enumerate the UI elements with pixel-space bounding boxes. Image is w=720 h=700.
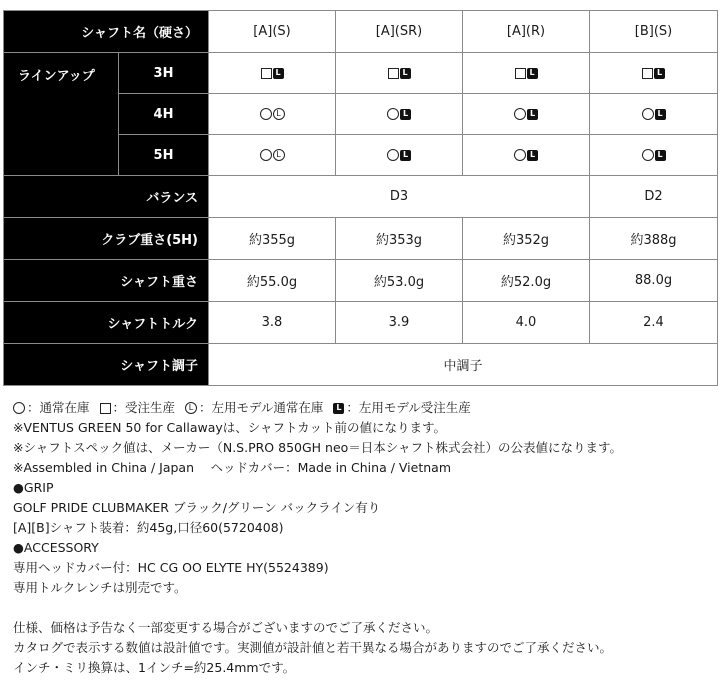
legend-item <box>13 398 90 418</box>
legend-text: ：左用モデル受注生産 <box>346 400 471 415</box>
availability-cell <box>590 135 718 176</box>
grip-model: GOLF PRIDE CLUBMAKER ブラック/グリーン バックライン有り <box>13 500 381 515</box>
legend-item <box>333 398 470 418</box>
circle-open-icon <box>514 149 526 161</box>
legend-text: ：左用モデル通常在庫 <box>199 400 324 415</box>
availability-cell <box>590 53 718 94</box>
availability-cell <box>336 94 463 135</box>
legend-text: ：通常在庫 <box>27 400 90 415</box>
headcover-note: 専用ヘッドカバー付：HC CG OO ELYTE HY(5524389) <box>13 560 329 575</box>
l-solid-icon: L <box>400 109 411 120</box>
grip-spec: [A][B]シャフト装着：約45g,口径60(5720408) <box>13 520 284 535</box>
shaft-weight-value: 約52.0g <box>463 260 590 302</box>
availability-symbols <box>260 149 285 161</box>
square-open-icon <box>100 403 111 414</box>
availability-cell <box>209 135 336 176</box>
square-open-icon <box>515 68 526 79</box>
square-open-icon <box>388 68 399 79</box>
circle-open-icon <box>260 108 272 120</box>
square-open-icon <box>261 68 272 79</box>
availability-cell <box>209 94 336 135</box>
l-solid-icon: L <box>527 68 538 79</box>
availability-cell <box>209 53 336 94</box>
availability-symbols <box>514 108 538 120</box>
balance-label: バランス <box>4 176 209 218</box>
grip-heading: ●GRIP <box>13 480 54 495</box>
l-solid-icon: L <box>655 150 666 161</box>
accessory-heading: ●ACCESSORY <box>13 540 99 555</box>
balance-value: D3 <box>209 176 590 218</box>
availability-symbols <box>514 149 538 161</box>
availability-symbols <box>261 68 284 79</box>
availability-cell <box>590 94 718 135</box>
torque-value: 3.9 <box>336 302 463 344</box>
footer-note: 仕様、価格は予告なく一部変更する場合がございますのでご了承ください。 <box>13 620 439 635</box>
l-circle-icon: L <box>185 402 197 414</box>
note-line: ※シャフトスペック値は、メーカー（N.S.PRO 850GH neo＝日本シャフト株式会社）の公表値になります。 <box>13 440 623 455</box>
availability-symbols <box>387 108 411 120</box>
kick-point-label: シャフト調子 <box>4 344 209 386</box>
club-weight-label: クラブ重さ(5H) <box>4 218 209 260</box>
club-weight-value: 約388g <box>590 218 718 260</box>
column-header: [A](R) <box>463 11 590 53</box>
availability-symbols <box>388 68 411 79</box>
l-solid-icon: L <box>527 109 538 120</box>
shaft-name-header: シャフト名（硬さ） <box>4 11 209 53</box>
notes-section <box>13 398 713 678</box>
l-solid-icon: L <box>654 68 665 79</box>
balance-value: D2 <box>590 176 718 218</box>
loft-label: 4H <box>119 94 209 135</box>
note-line: ※VENTUS GREEN 50 for Callawayは、シャフトカット前の値になります。 <box>13 420 447 435</box>
availability-symbols <box>260 108 285 120</box>
footer-note: カタログで表示する数値は設計値です。実測値が設計値と若干異なる場合がありますのでご了承ください。 <box>13 640 613 655</box>
circle-open-icon <box>642 108 654 120</box>
club-weight-value: 約352g <box>463 218 590 260</box>
l-solid-icon: L <box>400 68 411 79</box>
legend-item <box>185 398 323 418</box>
square-open-icon <box>642 68 653 79</box>
torque-wrench-note: 専用トルクレンチは別売です。 <box>13 580 187 595</box>
kick-point-value: 中調子 <box>209 344 718 386</box>
symbol-legend <box>13 398 713 418</box>
legend-item <box>100 398 176 418</box>
circle-open-icon <box>387 149 399 161</box>
shaft-weight-row <box>4 260 718 302</box>
l-solid-icon: L <box>655 109 666 120</box>
torque-row <box>4 302 718 344</box>
loft-label: 3H <box>119 53 209 94</box>
spec-table <box>3 10 718 386</box>
torque-label: シャフトトルク <box>4 302 209 344</box>
l-circle-icon: L <box>273 108 285 120</box>
availability-cell <box>336 135 463 176</box>
availability-symbols <box>387 149 411 161</box>
kick-point-row <box>4 344 718 386</box>
circle-open-icon <box>642 149 654 161</box>
circle-open-icon <box>260 149 272 161</box>
availability-cell <box>336 53 463 94</box>
torque-value: 4.0 <box>463 302 590 344</box>
shaft-weight-value: 約53.0g <box>336 260 463 302</box>
l-solid-icon: L <box>333 403 344 414</box>
l-solid-icon: L <box>400 150 411 161</box>
column-header: [A](S) <box>209 11 336 53</box>
availability-symbols <box>515 68 538 79</box>
availability-symbols <box>642 149 666 161</box>
shaft-weight-value: 88.0g <box>590 260 718 302</box>
torque-value: 2.4 <box>590 302 718 344</box>
shaft-weight-label: シャフト重さ <box>4 260 209 302</box>
shaft-weight-value: 約55.0g <box>209 260 336 302</box>
legend-text: ：受注生産 <box>112 400 176 415</box>
loft-label: 5H <box>119 135 209 176</box>
club-weight-value: 約353g <box>336 218 463 260</box>
club-weight-row <box>4 218 718 260</box>
availability-symbols <box>642 68 665 79</box>
availability-symbols <box>642 108 666 120</box>
column-header: [B](S) <box>590 11 718 53</box>
club-weight-value: 約355g <box>209 218 336 260</box>
balance-row <box>4 176 718 218</box>
l-solid-icon: L <box>273 68 284 79</box>
lineup-label: ラインアップ <box>4 53 119 176</box>
circle-open-icon <box>13 402 25 414</box>
l-circle-icon: L <box>273 149 285 161</box>
lineup-row-3h <box>4 53 718 94</box>
availability-cell <box>463 53 590 94</box>
l-solid-icon: L <box>527 150 538 161</box>
torque-value: 3.8 <box>209 302 336 344</box>
column-header: [A](SR) <box>336 11 463 53</box>
circle-open-icon <box>387 108 399 120</box>
circle-open-icon <box>514 108 526 120</box>
availability-cell <box>463 94 590 135</box>
header-row <box>4 11 718 53</box>
footer-note: インチ・ミリ換算は、1インチ=約25.4mmです。 <box>13 660 296 675</box>
note-line: ※Assembled in China / Japan ヘッドカバー：Made in China / Vietnam <box>13 460 451 475</box>
availability-cell <box>463 135 590 176</box>
